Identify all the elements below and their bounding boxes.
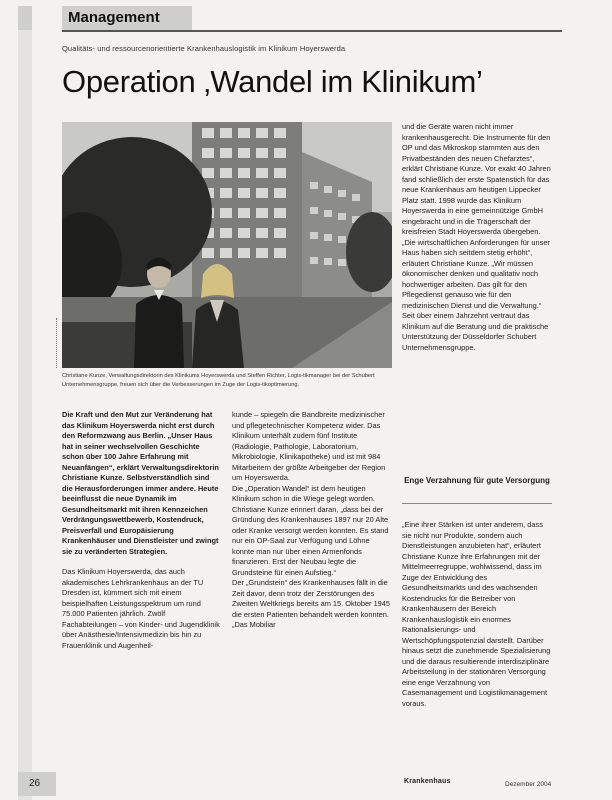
article-column-2 — [232, 410, 390, 631]
article-headline: Operation ‚Wandel im Klinikum’ — [62, 64, 483, 99]
lead-paragraph: Die Kraft und den Mut zur Veränderung hat das Klinikum Hoyerswerda nicht erst durch den Reformzwang aus Berlin. „Unser Haus hat in seiner wechselvollen Geschichte schon über 100 Jahre Erfahrung mit Neuanfängen“, erklärt Verwaltungsdirektorin Christiane Kunze. Selbstverständlich sind die Herausforderungen immer andere. Heute beeinflusst die neue Dynamik im Gesundheitsmarkt mit ihren Kennzeichen Verdrängungswettbewerb, Kostendruck, Preisverfall und Europäisierung Krankenhäuser und Dienstleister und zwingt sie zu veränderten Strategien. — [62, 410, 219, 556]
section-label: Management — [68, 9, 160, 26]
article-subtitle: Qualitäts- und ressourcenorientierte Krankenhauslogistik im Klinikum Hoyerswerda — [62, 44, 346, 53]
page-number-box — [18, 772, 56, 796]
article-column-1 — [62, 410, 220, 651]
body-paragraph: „Eine ihrer Stärken ist unter anderem, dass sie nicht nur Produkte, sondern auch Dienstleistungen anzubieten hat“, erläutert Christiane Kunze ihre Erfahrungen mit der Mittelmeerregruppe, wohlwissend, dass im Zuge der Entwicklung des Gesundheitsmarkts und des wachsenden Kostendrucks für die Betreiber von Krankenhäusern der Bereich Krankenhauslogistik ein enormes Rationalisierungs- und Wertschöpfungspotenzial darstellt. Darüber hinaus setzt die zunehmende Spezialisierung und die daraus resultierende interdisziplinäre Arbeitsteilung in der stationären Versorgung eine enge Verzahnung von Casemanagement und Logistikmanagement voraus. — [402, 520, 551, 708]
footer-brand: Krankenhaus — [404, 778, 451, 785]
section-header — [62, 6, 192, 30]
body-paragraph: Der „Grundstein“ des Krankenhauses fällt in die Zeit davor, denn trotz der Zerstörungen des Zweiten Weltkriegs bereits am 15. Oktober 1945 die ersten Patienten behandelt werden konnten. „Das Mobiliar — [232, 578, 391, 629]
article-column-3-bottom — [402, 520, 552, 709]
photo-illustration — [62, 122, 392, 368]
article-photo — [62, 122, 392, 368]
left-margin-accent — [18, 6, 32, 30]
footer-date: Dezember 2004 — [505, 781, 552, 788]
body-paragraph: kunde – spiegeln die Bandbreite medizinischer und pflegetechnischer Kompetenz wider. Das Klinikum unterhält zudem fünf Institute (Radiologie, Pathologie, Laboratorium, Mikrobiologie, Klinikapotheke) und ist mit 984 Mitarbeitern der größte Arbeitgeber der Region um Hoyerswerda. — [232, 410, 386, 482]
page-number: 26 — [29, 778, 41, 789]
subheading: Enge Verzahnung für gute Versorgung — [404, 476, 550, 485]
body-paragraph: Die „Operation Wandel“ ist dem heutigen Klinikum schon in die Wiege gelegt worden. Christiane Kunze erinnert daran, „dass bei der Gründung des Krankenhauses 1897 nur 20 Alte oder Kranke versorgt werden konnten. Es stand nur ein OP-Saal zur Verfügung und Löhne konnte man nur über einen Armenfonds finanzieren. Erst der Neubau legte die Grundsteine für einen Aufstieg.“ — [232, 483, 389, 577]
body-paragraph: Das Klinikum Hoyerswerda, das auch akademisches Lehrkrankenhaus an der TU Dresden ist, kümmert sich mit einem beispielhaften Leistungsspektrum um rund 75.000 Patienten jährlich. Zwölf Fachabteilungen – von Kinder- und Jugendklinik über Anästhesie/Intensivmedizin bis hin zu Frauenklinik und Augenheil- — [62, 567, 220, 650]
left-margin-strip — [18, 30, 32, 800]
article-column-3-top — [402, 122, 552, 353]
section-rule — [62, 30, 562, 32]
subheading-rule — [402, 503, 552, 504]
body-paragraph: und die Geräte waren nicht immer krankenhausgerecht. Die Instrumente für den OP und das Mikroskop stammten aus den Privatbeständen des neuen Chefarztes“, erklärt Christiane Kunze. Vor exakt 40 Jahren fand schließlich der erste Spatenstich für das neue Krankenhaus am heutigen Lippecker Platz statt. 1998 wurde das Klinikum Hoyerswerda in eine gemeinnützige GmbH eingebracht und in die Trägerschaft der kreisfreien Stadt Hoyerswerda übergeben. „Die wirtschaftlichen Anforderungen für unser Haus haben sich seitdem stetig erhöht“, erläutert Christiane Kunze. „Wir müssen ökonomischer denken und qualitativ noch hochwertiger arbeiten. Das gilt für den Pflegedienst genauso wie für den medizinischen Dienst und die Verwaltung.“ Seit über einem Jahrzehnt vertraut das Klinikum auf die Beratung und die praktische Unterstützung der Düsseldorfer Schubert Unternehmensgruppe. — [402, 122, 551, 352]
crop-mark — [56, 318, 63, 368]
photo-caption: Christiane Kunze, Verwaltungsdirektorin des Klinikums Hoyerswerda und Steffen Richter, Logis-tikmanager bei der Schubert Unternehmensgruppe, freuen sich über die Verbesserungen im Zuge der Logis-tikoptimierung. — [62, 373, 375, 388]
